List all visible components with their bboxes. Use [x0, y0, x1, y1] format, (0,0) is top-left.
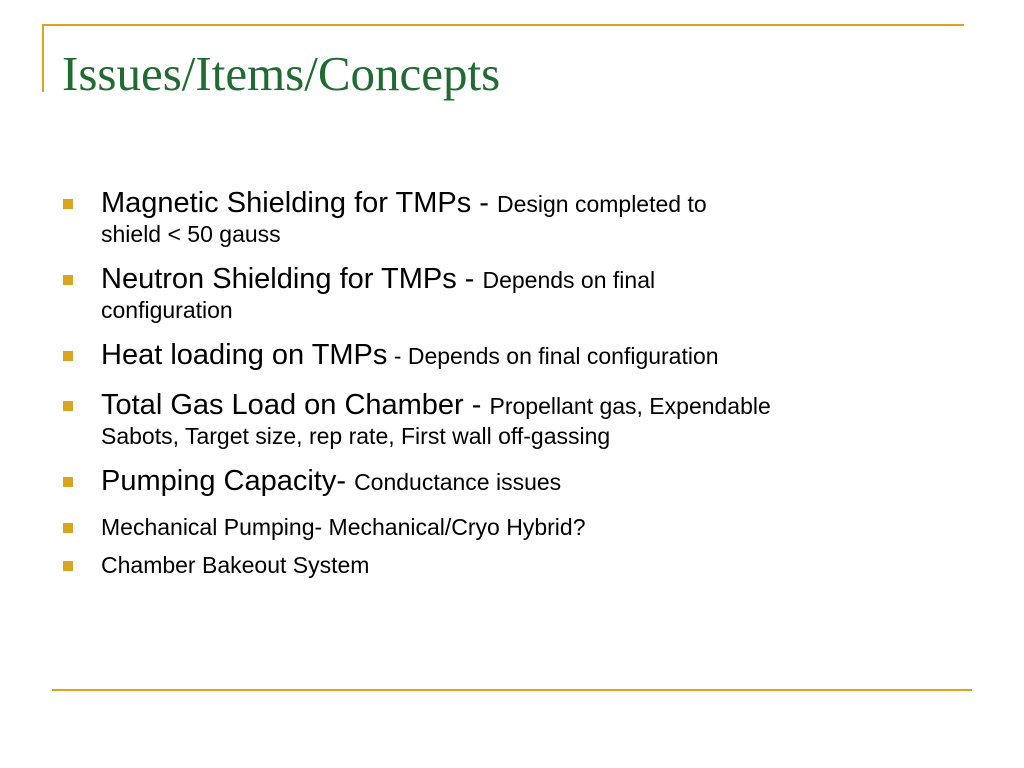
- bullet-item-neutron-shielding: [62, 260, 972, 324]
- bullet-item-total-gas-load: [62, 386, 972, 450]
- bullet-continuation-text: shield < 50 gauss: [101, 221, 281, 247]
- bullet-main-text: Magnetic Shielding for TMPs -: [101, 187, 497, 219]
- square-bullet-icon: [63, 523, 73, 533]
- square-bullet-icon: [63, 351, 73, 361]
- square-bullet-icon: [63, 477, 73, 487]
- bullet-main-text: Mechanical Pumping- Mechanical/Cryo Hybrid?: [101, 514, 586, 540]
- bullet-item-chamber-bakeout: [62, 550, 972, 580]
- bullet-main-text: Total Gas Load on Chamber -: [101, 389, 490, 421]
- bullet-continuation-text: Sabots, Target size, rep rate, First wall off-gassing: [101, 423, 611, 449]
- bullet-item-pumping-capacity: [62, 462, 972, 500]
- bullet-list: [62, 184, 972, 588]
- square-bullet-icon: [63, 199, 73, 209]
- square-bullet-icon: [63, 275, 73, 285]
- bullet-main-text: Heat loading on TMPs: [101, 339, 388, 371]
- bullet-main-text: Pumping Capacity-: [101, 465, 355, 497]
- bullet-main-text: Chamber Bakeout System: [101, 552, 370, 578]
- bullet-detail-text: Design completed to: [496, 191, 707, 217]
- bullet-detail-text: Conductance issues: [354, 469, 562, 495]
- frame-bottom-line: [52, 689, 972, 691]
- frame-top-line: [42, 24, 964, 26]
- bullet-main-text: Neutron Shielding for TMPs -: [101, 263, 483, 295]
- slide-title: Issues/Items/Concepts: [62, 46, 501, 101]
- frame-vertical-line: [42, 24, 44, 92]
- bullet-item-mechanical-pumping: [62, 512, 972, 542]
- bullet-detail-text: Depends on final: [482, 267, 656, 293]
- bullet-continuation-text: configuration: [101, 297, 233, 323]
- bullet-item-heat-loading: [62, 336, 972, 374]
- bullet-item-magnetic-shielding: [62, 184, 972, 248]
- square-bullet-icon: [63, 561, 73, 571]
- bullet-detail-text: Propellant gas, Expendable: [489, 393, 771, 419]
- bullet-detail-text: - Depends on final configuration: [387, 343, 719, 369]
- square-bullet-icon: [63, 401, 73, 411]
